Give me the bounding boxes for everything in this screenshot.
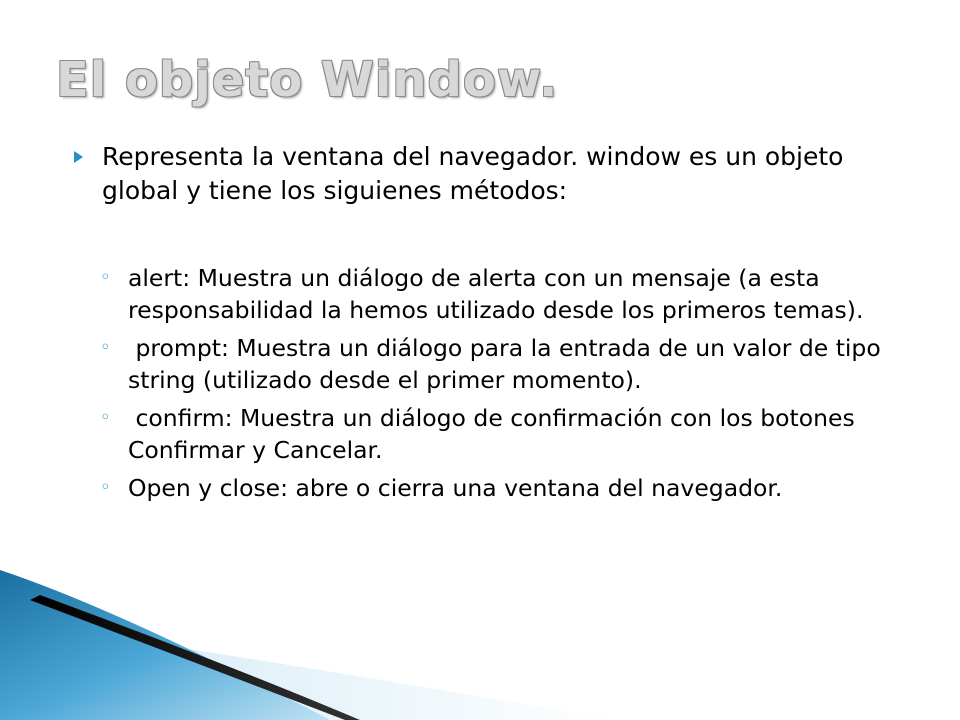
sub-bullet-text: Open y close: abre o cierra una ventana del navegador.: [128, 474, 783, 502]
circle-bullet-icon: ◦: [100, 477, 111, 498]
decorative-swoosh: [0, 570, 960, 720]
circle-bullet-icon: ◦: [100, 407, 111, 428]
sub-bullet-item: [100, 402, 922, 466]
sub-bullet-item: [100, 262, 922, 326]
sub-bullet-item: [100, 332, 922, 396]
circle-bullet-icon: ◦: [100, 267, 111, 288]
sub-bullet-text: alert: Muestra un diálogo de alerta con un mensaje (a esta responsabilidad la hemos utilizado desde los primeros temas).: [128, 264, 864, 324]
sub-bullet-item: [100, 472, 922, 504]
circle-bullet-icon: ◦: [100, 337, 111, 358]
slide-content: [72, 140, 922, 510]
slide-title: El objeto Window.: [56, 52, 559, 108]
bullet-text: Representa la ventana del navegador. window es un objeto global y tiene los siguienes métodos:: [102, 142, 852, 205]
bullet-item: [72, 140, 922, 208]
sub-bullet-text: confirm: Muestra un diálogo de confirmación con los botones Confirmar y Cancelar.: [128, 404, 863, 464]
triangle-bullet-icon: [72, 140, 102, 174]
sub-bullet-text: prompt: Muestra un diálogo para la entrada de un valor de tipo string (utilizado desde el primer momento).: [128, 334, 889, 394]
